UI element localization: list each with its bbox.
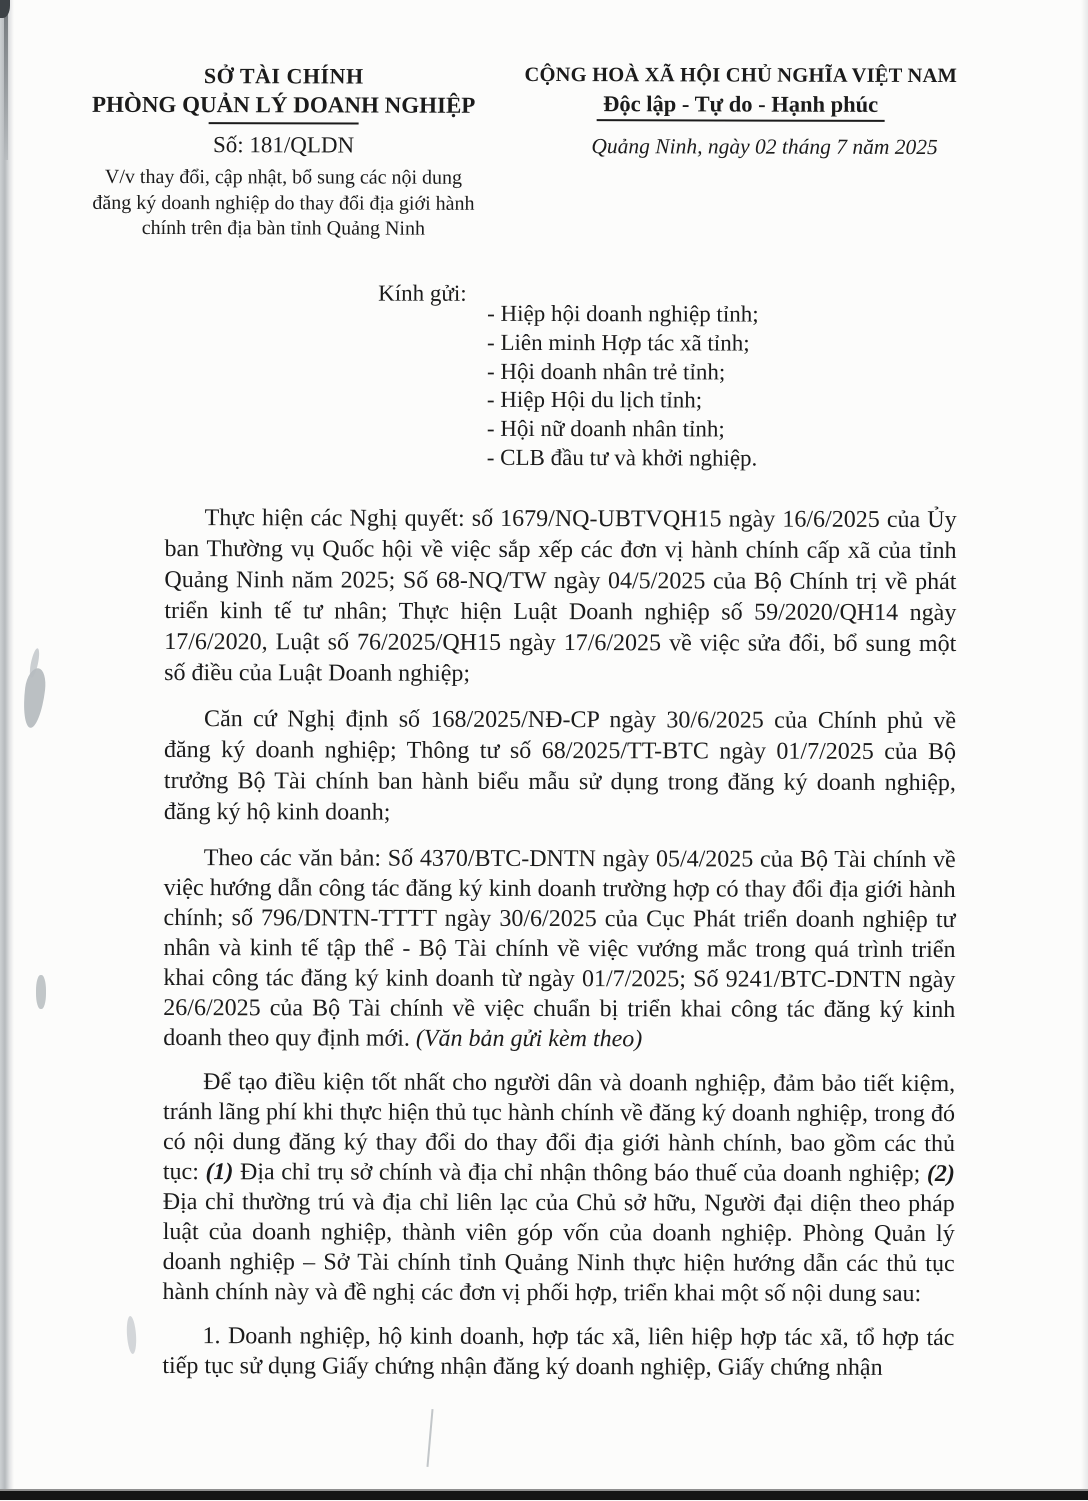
salutation-label: Kính gửi:: [378, 280, 467, 306]
agency-name: PHÒNG QUẢN LÝ DOANH NGHIỆP: [91, 91, 476, 118]
paragraph-purpose: [163, 1067, 956, 1309]
recipient-item: - Liên minh Hợp tác xã tỉnh;: [487, 329, 750, 356]
recipient-item: - Hiệp Hội du lịch tỉnh;: [486, 387, 703, 413]
recipient-list: [487, 300, 759, 473]
paragraph-text: Để tạo điều kiện tốt nhất cho người dân và doanh nghiệp, đảm bảo tiết kiệm, tránh lãng phí khi thực hiện thủ tục hành chính về đăng ký doanh nghiệp, trong đó có nội dung đăng ký thay đổi do thay đổi địa giới hành chính, bao gồm các thủ tục:: [162, 1069, 956, 1186]
letter-body: [162, 503, 956, 1397]
paragraph-text: Địa chỉ trụ sở chính và địa chỉ nhận thông báo thuế của doanh nghiệp;: [233, 1159, 927, 1188]
agency-parent-name: SỞ TÀI CHÍNH: [203, 63, 364, 89]
issuing-agency-block: [59, 63, 507, 243]
paragraph-text: Theo các văn bản: Số 4370/BTC-DNTN ngày 05/4/2025 của Bộ Tài chính về việc hướng dẫn công tác đăng ký kinh doanh trường hợp có thay đổi địa giới hành chính; số 796/DNTN-TTTT ngày 30/6/2025 của Cục Phát triển doanh nghiệp tư nhân và kinh tế tập thể - Bộ Tài chính về việc vướng mắc trong quá trình triển khai công tác đăng ký kinh doanh từ ngày 01/7/2025; Số 9241/BTC-DNTN ngày 26/6/2025 của Bộ Tài chính về việc chuẩn bị triển khai công tác đăng ký kinh doanh theo quy định mới.: [163, 845, 956, 1052]
recipient-item: - Hội doanh nhân trẻ tỉnh;: [486, 358, 726, 385]
paragraph-legal-basis-2: Căn cứ Nghị định số 168/2025/NĐ-CP ngày 30/6/2025 của Chính phủ về đăng ký doanh nghiệp; Thông tư số 68/2025/TT-BTC ngày 01/7/2025 của Bộ trưởng Bộ Tài chính ban hành biểu mẫu sử dụng trong đăng ký doanh nghiệp, đăng ký hộ kinh doanh;: [163, 706, 957, 826]
place-and-date: Quảng Ninh, ngày 02 tháng 7 năm 2025: [591, 134, 938, 160]
paragraph-referenced-documents: [163, 843, 956, 1055]
paragraph-legal-basis-1: Thực hiện các Nghị quyết: số 1679/NQ-UBTVQH15 ngày 16/6/2025 của Ủy ban Thường vụ Quốc hội về việc sắp xếp các đơn vị hành chính cấp xã của tỉnh Quảng Ninh năm 2025; Số 68-NQ/TW ngày 04/5/2025 của Bộ Chính trị về phát triển kinh tế tư nhân; Thực hiện Luật Doanh nghiệp số 59/2020/QH14 ngày 17/6/2020, Luật số 76/2025/QH15 ngày 17/6/2025 về việc sửa đổi, bổ sung một số điều của Luật Doanh nghiệp;: [164, 505, 957, 687]
country-title: CỘNG HOÀ XÃ HỘI CHỦ NGHĨA VIỆT NAM: [524, 63, 958, 88]
national-motto: Độc lập - Tự do - Hạnh phúc: [597, 90, 884, 122]
procedure-marker-2: (2): [926, 1161, 955, 1188]
agency-underline: [209, 122, 359, 124]
paragraph-text: Địa chỉ thường trú và địa chỉ liên lạc của Chủ sở hữu, Người đại diện theo pháp luật của doanh nghiệp, thành viên góp vốn của doanh nghiệp. Phòng Quản lý doanh nghiệp – Sở Tài chính tỉnh Quảng Ninh thực hiện hướng dẫn các thủ tục hành chính này và đề nghị các đơn vị phối hợp, triển khai một số nội dung sau:: [162, 1189, 955, 1307]
attachment-note: (Văn bản gửi kèm theo): [415, 1025, 643, 1053]
recipient-item: - Hội nữ doanh nhân tỉnh;: [486, 416, 725, 442]
recipient-item: - Hiệp hội doanh nghiệp tỉnh;: [487, 300, 759, 327]
paragraph-item-1: 1. Doanh nghiệp, hộ kinh doanh, hợp tác xã, liên hiệp hợp tác xã, tổ hợp tác tiếp tục sử dụng Giấy chứng nhận đăng ký doanh nghiệp, Giấy chứng nhận: [162, 1323, 955, 1381]
document-number: Số: 181/QLDN: [212, 132, 355, 158]
document-subject: V/v thay đổi, cập nhật, bổ sung các nội dung đăng ký doanh nghiệp do thay đổi địa giới hành chính trên địa bàn tỉnh Quảng Ninh: [92, 165, 475, 240]
national-header-block: [502, 64, 980, 160]
procedure-marker-1: (1): [205, 1159, 234, 1186]
recipient-item: - CLB đầu tư và khởi nghiệp.: [486, 444, 758, 471]
